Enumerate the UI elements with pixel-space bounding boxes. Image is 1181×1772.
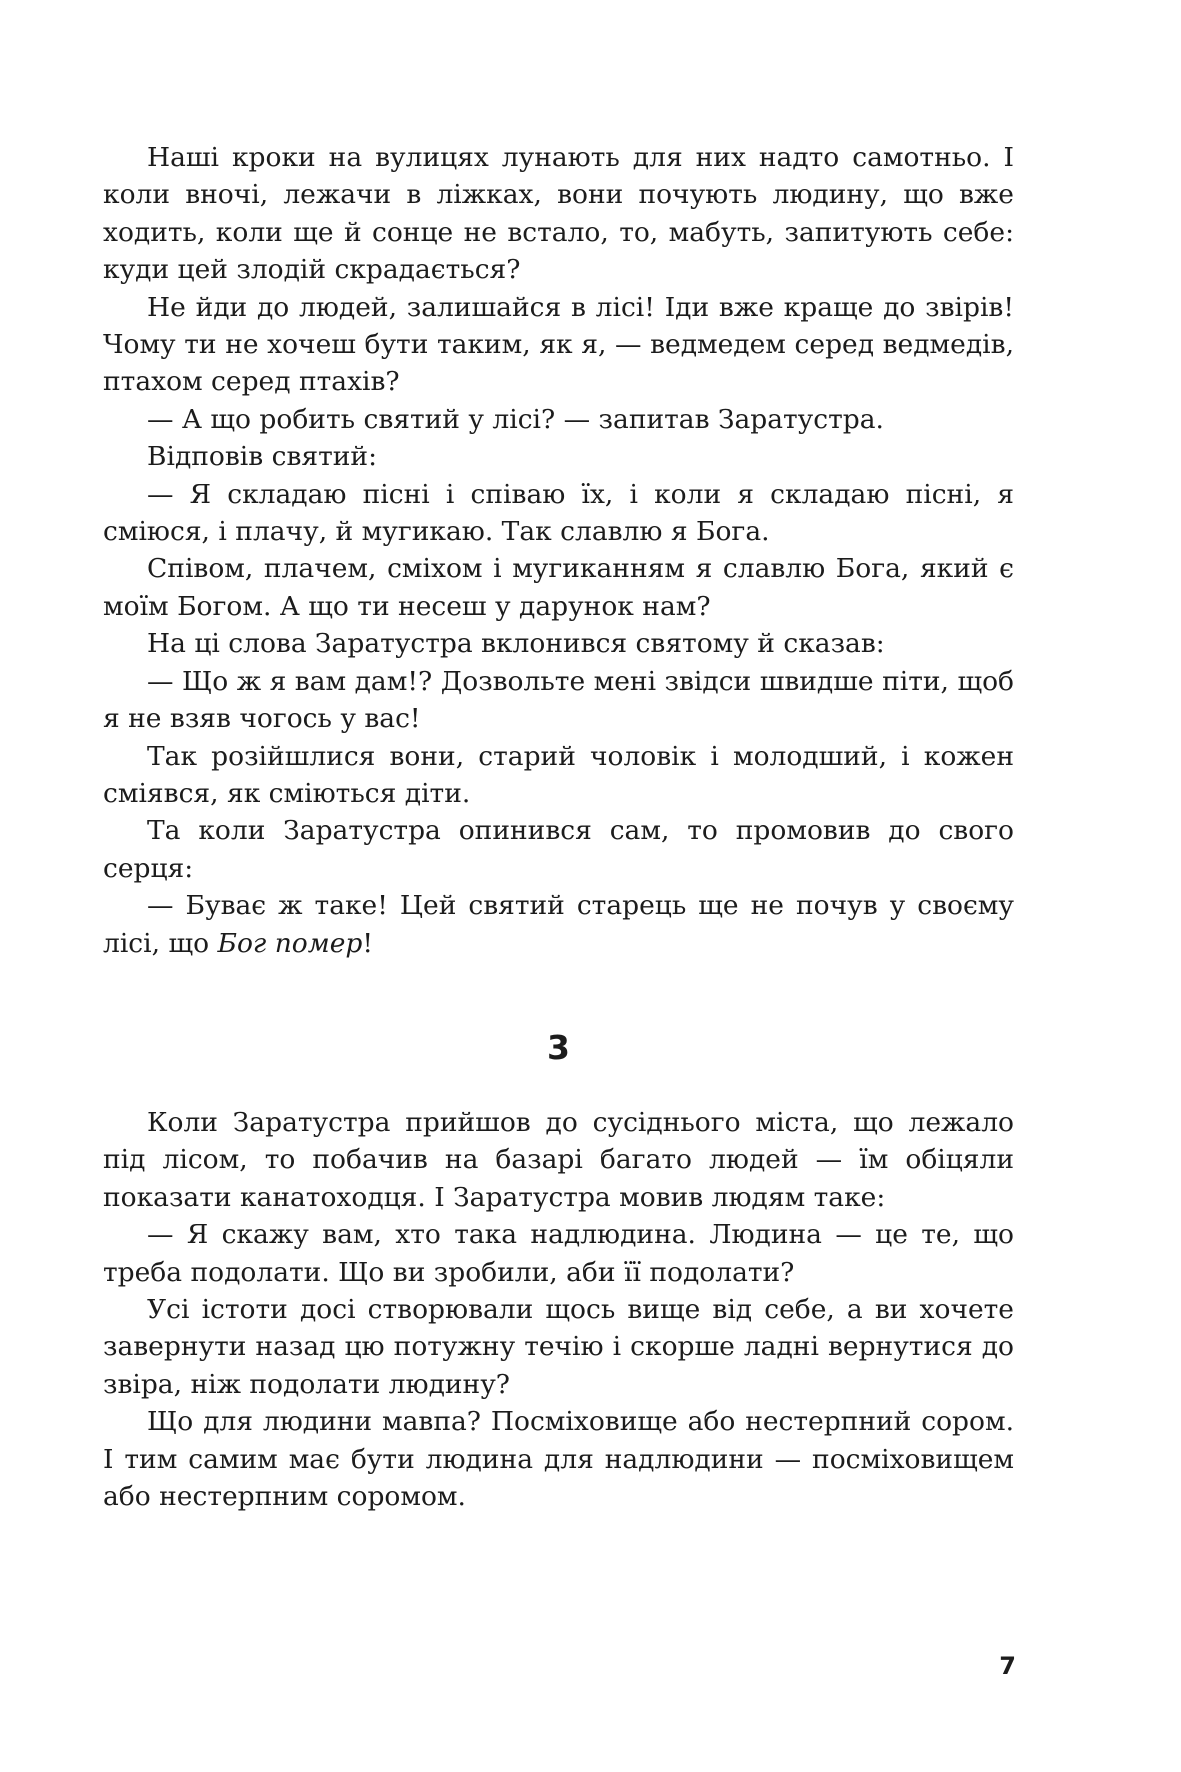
paragraph: Співом, плачем, сміхом і мугиканням я славлю Бога, який є моїм Богом. А що ти несеш у дарунок нам? bbox=[103, 553, 1014, 622]
paragraph: — Я скажу вам, хто така надлюдина. Людина — це те, що треба подолати. Що ви зробили, аби її подолати? bbox=[103, 1219, 1014, 1288]
paragraph: Коли Заратустра прийшов до сусіднього міста, що лежало під лісом, то побачив на базарі багато людей — їм обіцяли показати канатоходця. І Заратустра мовив людям таке: bbox=[103, 1107, 1014, 1213]
page-number: 7 bbox=[999, 1652, 1016, 1680]
paragraph: Не йди до людей, залишайся в лісі! Іди вже краще до звірів! Чому ти не хочеш бути таким, як я, — ведмедем серед ведмедів, птахом серед птахів? bbox=[103, 291, 1014, 398]
paragraph: Відповів святий: bbox=[147, 441, 378, 473]
paragraph-text: ! bbox=[362, 927, 374, 959]
paragraph: На ці слова Заратустра вклонився святому й сказав: bbox=[147, 628, 885, 660]
paragraph: Що для людини мавпа? Посміховище або нестерпний сором. І тим самим має бути людина для надлюдини — посміховищем або нестерпним соромом. bbox=[103, 1406, 1014, 1513]
paragraph-text: — Буває ж таке! Цей святий старець ще не почув у своєму лісі, що bbox=[103, 890, 1014, 959]
paragraph: Так розійшлися вони, старий чоловік і молодший, і кожен сміявся, як сміються діти. bbox=[103, 740, 1014, 809]
paragraph: — А що робить святий у лісі? — запитав Заратустра. bbox=[147, 403, 884, 435]
text-section-1 bbox=[103, 139, 1014, 962]
chapter-number: 3 bbox=[547, 1028, 570, 1067]
paragraph: Наші кроки на вулицях лунають для них надто самотньо. І коли вночі, лежачи в ліжках, вони почують людину, що вже ходить, коли ще й сонце не встало, то, мабуть, запитують себе: куди цей злодій скрадається? bbox=[103, 142, 1014, 286]
paragraph: — Що ж я вам дам!? Дозвольте мені звідси швидше піти, щоб я не взяв чогось у вас! bbox=[103, 665, 1014, 735]
text-section-2 bbox=[103, 1104, 1014, 1515]
emphasis-text: Бог помер bbox=[217, 927, 363, 959]
paragraph: Усі істоти досі створювали щось вище від себе, а ви хочете завернути назад цю потужну течію і скорше ладні вернутися до звіра, ніж подолати людину? bbox=[103, 1294, 1014, 1400]
paragraph: — Я складаю пісні і співаю їх, і коли я складаю пісні, я сміюся, і плачу, й мугикаю. Так славлю я Бога. bbox=[103, 478, 1014, 548]
paragraph-with-emphasis bbox=[103, 887, 1014, 962]
paragraph: Та коли Заратустра опинився сам, то промовив до свого серця: bbox=[103, 815, 1014, 884]
